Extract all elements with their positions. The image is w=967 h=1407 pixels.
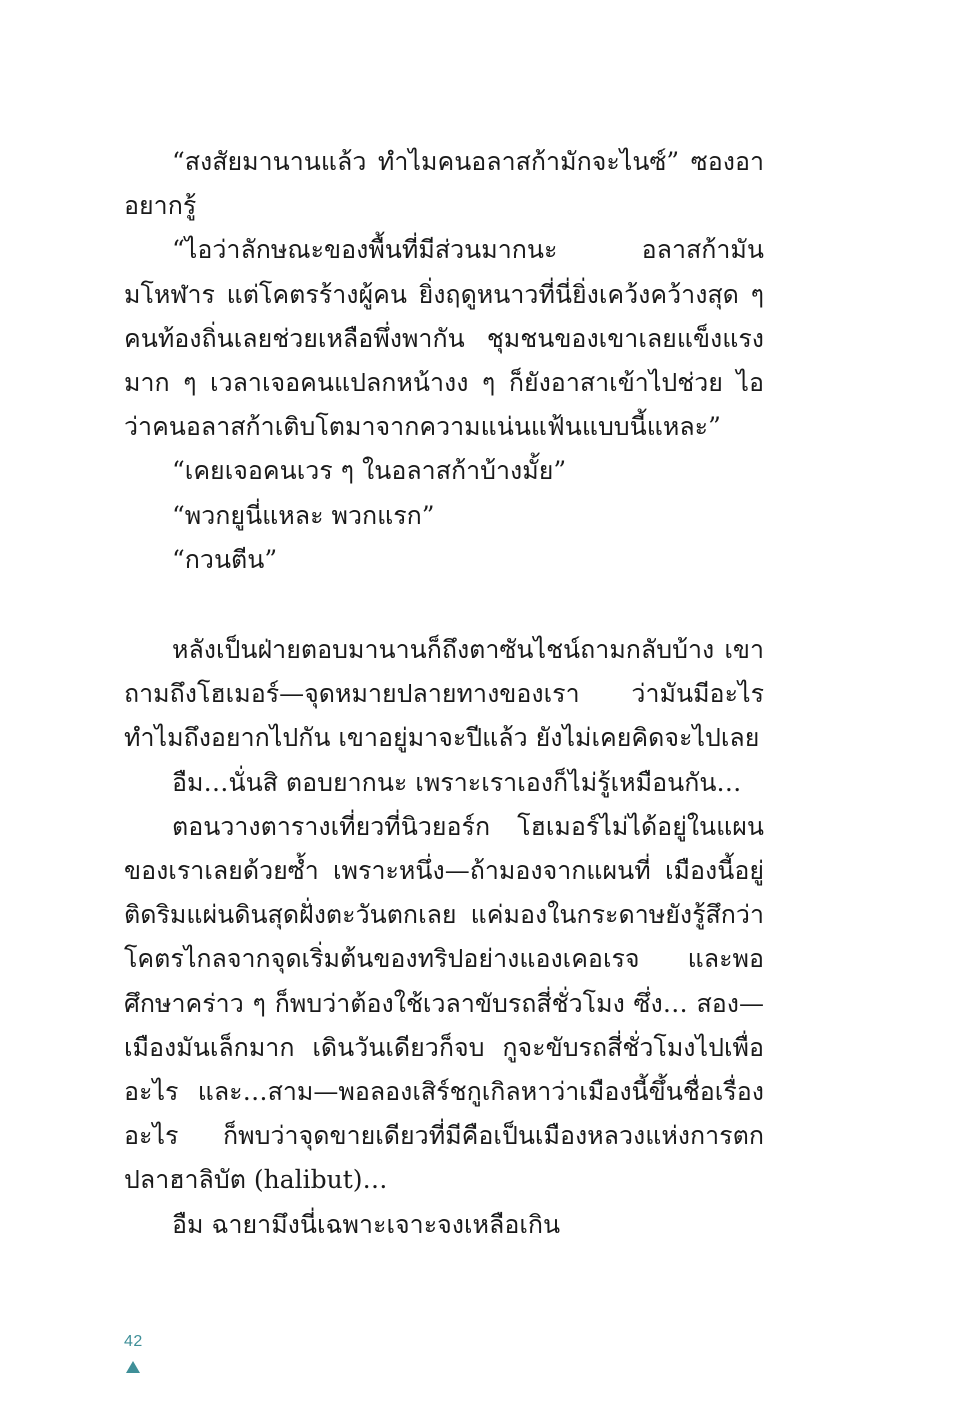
- paragraph: อืม…นั่นสิ ตอบยากนะ เพราะเราเองก็ไม่รู้เหมือนกัน…: [172, 767, 742, 797]
- paragraph: อืม ฉายามึงนี่เฉพาะเจาะจงเหลือเกิน: [172, 1209, 561, 1239]
- paragraph: ตอนวางตารางเที่ยวที่นิวยอร์ก โฮเมอร์ไม่ได้อยู่ในแผนของเราเลยด้วยซ้ำ เพราะหนึ่ง—ถ้ามองจากแผนที่ เมืองนี้อยู่ติดริมแผ่นดินสุดฝั่งตะวันตกเลย แค่มองในกระดาษยังรู้สึกว่าโคตรไกลจากจุดเริ่มต้นของทริปอย่างแองเคอเรจ และพอศึกษาคร่าว ๆ ก็พบว่าต้องใช้เวลาขับรถสี่ชั่วโมง ซึ่ง… สอง—เมืองมันเล็กมาก เดินวันเดียวก็จบ กูจะขับรถสี่ชั่วโมงไปเพื่ออะไร และ…สาม—พอลองเสิร์ชกูเกิลหาว่าเมืองนี้ขึ้นชื่อเรื่องอะไร ก็พบว่าจุดขายเดียวที่มีคือเป็นเมืองหลวงแห่งการตกปลาฮาลิบัต (halibut)…: [124, 811, 764, 1195]
- dialogue-section: [124, 140, 764, 582]
- page-number: 42: [124, 1333, 143, 1350]
- narrative-section: [124, 628, 764, 1247]
- triangle-marker-icon: [126, 1361, 140, 1373]
- paragraph: “สงสัยมานานแล้ว ทำไมคนอลาสก้ามักจะไนซ์” ซองอาอยากรู้: [124, 147, 764, 221]
- paragraph: “กวนตีน”: [172, 544, 278, 574]
- paragraph: “เคยเจอคนเวร ๆ ในอลาสก้าบ้างมั้ย”: [172, 456, 567, 486]
- paragraph: หลังเป็นฝ่ายตอบมานานก็ถึงตาซันไชน์ถามกลับบ้าง เขาถามถึงโฮเมอร์—จุดหมายปลายทางของเรา ว่ามันมีอะไร ทำไมถึงอยากไปกัน เขาอยู่มาจะปีแล้ว ยังไม่เคยคิดจะไปเลย: [124, 635, 764, 753]
- paragraph: “พวกยูนี่แหละ พวกแรก”: [172, 500, 435, 530]
- paragraph: “ไอว่าลักษณะของพื้นที่มีส่วนมากนะ อลาสก้ามันมโหฬาร แต่โคตรร้างผู้คน ยิ่งฤดูหนาวที่นี่ยิ่งเคว้งคว้างสุด ๆ คนท้องถิ่นเลยช่วยเหลือพึ่งพากัน ชุมชนของเขาเลยแข็งแรงมาก ๆ เวลาเจอคนแปลกหน้างง ๆ ก็ยังอาสาเข้าไปช่วย ไอว่าคนอลาสก้าเติบโตมาจากความแน่นแฟ้นแบบนี้แหละ”: [124, 235, 764, 442]
